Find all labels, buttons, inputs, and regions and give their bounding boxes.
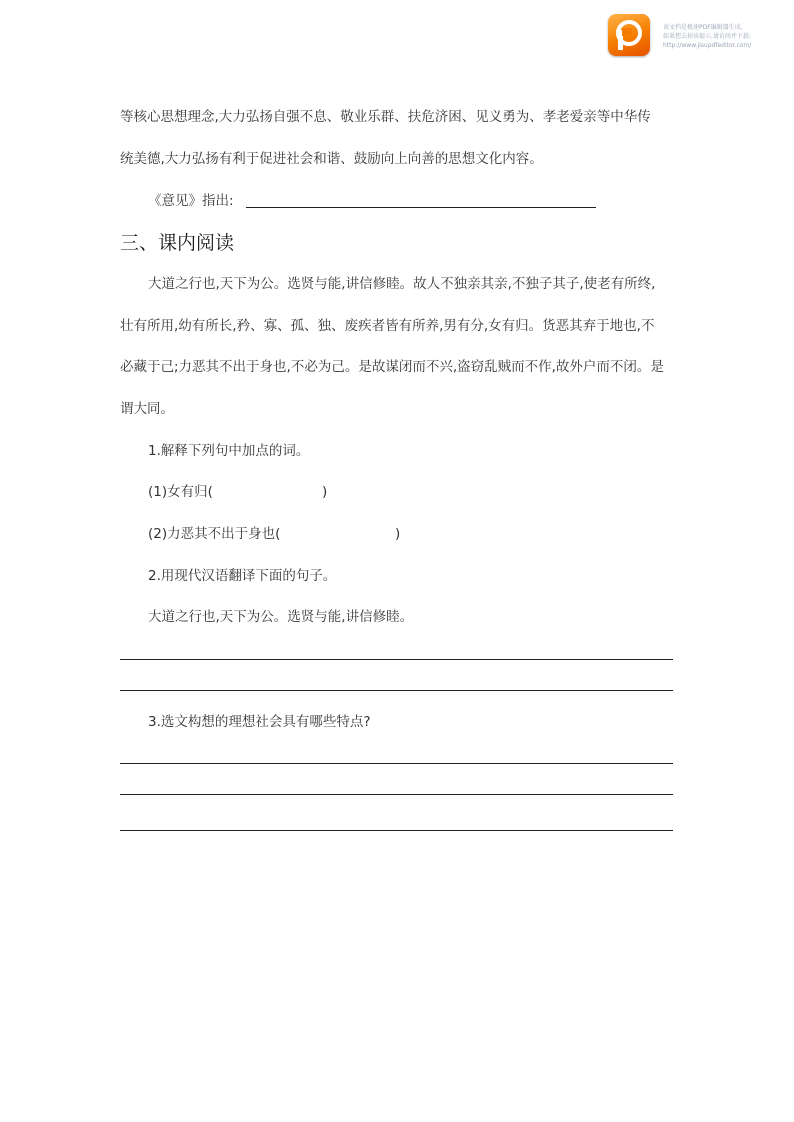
- pdf-editor-logo-icon: [608, 14, 650, 56]
- answer-line[interactable]: [120, 794, 673, 795]
- question-1-prompt: 1.解释下列句中加点的词。: [148, 443, 310, 459]
- question-1-item-2-open: (2)力恶其不出于身也(: [148, 526, 281, 542]
- watermark-line-1: 该文档是极速PDF编辑器生成,: [663, 24, 743, 31]
- passage-line-3: 必藏于己;力恶其不出于身也,不必为己。是故谋闭而不兴,盗窃乱贼而不作,故外户而不闭。是: [120, 359, 664, 375]
- passage-top-line-1: 等核心思想理念,大力弘扬自强不息、敬业乐群、扶危济困、见义勇为、孝老爱亲等中华传: [120, 109, 651, 125]
- question-1-item-1-close: ): [322, 484, 328, 500]
- section-heading: 三、课内阅读: [120, 232, 235, 254]
- question-1-item-1-open: (1)女有归(: [148, 484, 213, 500]
- watermark-line-2: 如果想去掉该提示,请访问并下载:: [663, 33, 751, 40]
- answer-line[interactable]: [120, 690, 673, 691]
- question-2-prompt: 2.用现代汉语翻译下面的句子。: [148, 568, 337, 584]
- passage-line-1: 大道之行也,天下为公。选贤与能,讲信修睦。故人不独亲其亲,不独子其子,使老有所终,: [148, 276, 656, 292]
- passage-line-4: 谓大同。: [120, 401, 174, 417]
- question-1-item-2-close: ): [395, 526, 401, 542]
- opinion-answer-line[interactable]: [246, 207, 596, 208]
- question-3-prompt: 3.选文构想的理想社会具有哪些特点?: [148, 714, 371, 730]
- opinion-prompt: 《意见》指出:: [148, 193, 234, 209]
- answer-line[interactable]: [120, 830, 673, 831]
- passage-line-2: 壮有所用,幼有所长,矜、寡、孤、独、废疾者皆有所养,男有分,女有归。货恶其弃于地也,不: [120, 318, 655, 334]
- passage-top-line-2: 统美德,大力弘扬有利于促进社会和谐、鼓励向上向善的思想文化内容。: [120, 151, 543, 167]
- watermark-line-3: http://www.jisupdfeditor.com/: [663, 42, 752, 49]
- answer-line[interactable]: [120, 659, 673, 660]
- question-2-sentence: 大道之行也,天下为公。选贤与能,讲信修睦。: [148, 609, 414, 625]
- answer-line[interactable]: [120, 763, 673, 764]
